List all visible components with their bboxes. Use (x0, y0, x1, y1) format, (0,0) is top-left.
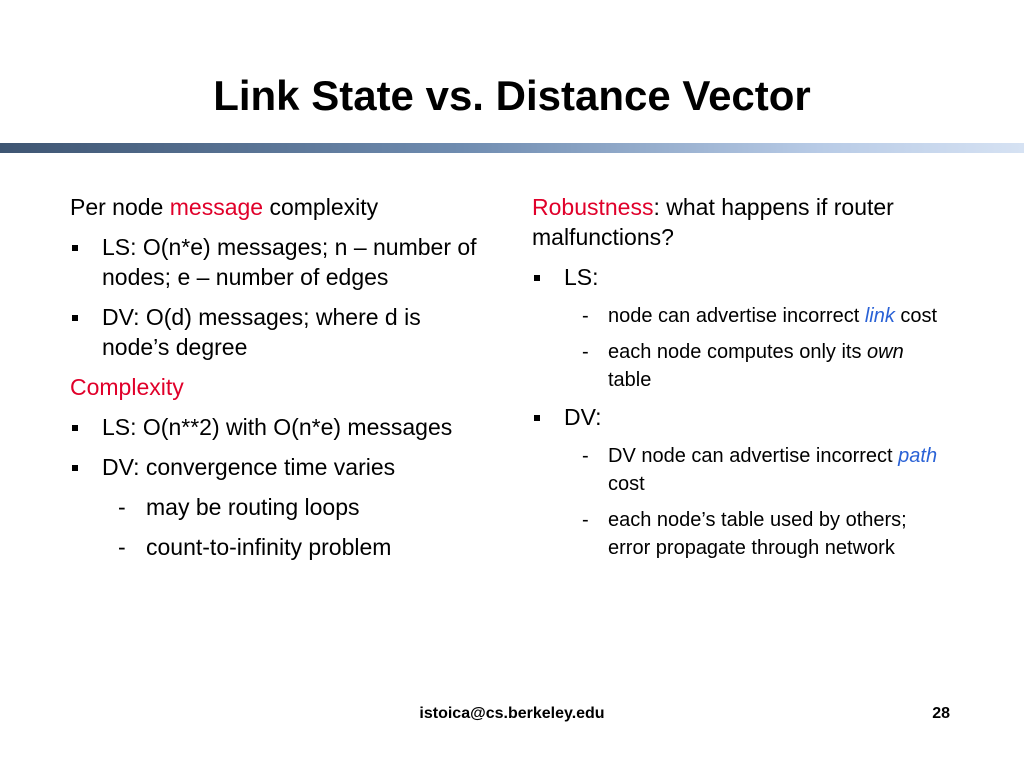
bullet-text: DV: convergence time varies (102, 454, 396, 480)
bullet-text: LS: O(n*e) messages; n – number of nodes; e – number of edges (102, 234, 477, 290)
bullet-text: LS: O(n**2) with O(n*e) messages (102, 414, 453, 440)
dash-bullet: - (118, 534, 126, 560)
bullet-item (70, 302, 490, 362)
bullet-text: DV: O(d) messages; where d is node’s degree (102, 304, 421, 360)
square-bullet-icon (534, 275, 540, 281)
sub-text-pre: DV node can advertise incorrect (608, 445, 899, 467)
heading-text-post: : what happens if router malfunctions? (532, 194, 894, 250)
heading-highlight-robustness: Robustness (532, 194, 654, 220)
bullet-item (70, 412, 490, 442)
square-bullet-icon (72, 465, 78, 471)
left-column (70, 192, 490, 572)
bullet-text: DV: (564, 404, 602, 430)
square-bullet-icon (72, 315, 78, 321)
sub-bullet-text: count-to-infinity problem (146, 534, 392, 560)
emphasis-link: link (864, 305, 895, 327)
footer-email: istoica@cs.berkeley.edu (419, 705, 605, 722)
right-column (532, 192, 952, 570)
sub-text-post: cost (894, 305, 938, 327)
square-bullet-icon (72, 425, 78, 431)
dash-bullet: - (582, 509, 589, 531)
sub-text-pre: each node computes only its (608, 341, 868, 363)
sub-bullet-item (532, 442, 952, 498)
bullet-item (70, 452, 490, 482)
emphasis-own: own (867, 341, 904, 363)
sub-bullet-item (532, 302, 952, 330)
emphasis-path: path (898, 445, 938, 467)
title-divider-bar (0, 143, 1024, 153)
square-bullet-icon (534, 415, 540, 421)
sub-text-post: table (608, 369, 652, 391)
sub-bullet-item (532, 506, 952, 562)
bullet-item (70, 232, 490, 292)
sub-bullet-text: each node’s table used by others; error propagate through network (608, 509, 907, 559)
heading-message-complexity (70, 192, 490, 222)
sub-bullet-item (532, 338, 952, 394)
bullet-item-ls (532, 262, 952, 292)
sub-bullet-item (70, 532, 490, 562)
sub-bullet-text: may be routing loops (146, 494, 360, 520)
heading-robustness (532, 192, 952, 252)
slide-title: Link State vs. Distance Vector (213, 72, 811, 119)
sub-text-post: cost (608, 473, 645, 495)
heading-text-pre: Per node (70, 194, 170, 220)
dash-bullet: - (582, 445, 589, 467)
sub-bullet-item (70, 492, 490, 522)
heading-text-post: complexity (263, 194, 379, 220)
bullet-item-dv (532, 402, 952, 432)
dash-bullet: - (118, 494, 126, 520)
sub-text-pre: node can advertise incorrect (608, 305, 865, 327)
square-bullet-icon (72, 245, 78, 251)
heading-highlight-message: message (169, 194, 264, 220)
dash-bullet: - (582, 305, 589, 327)
bullet-text: LS: (564, 264, 599, 290)
heading-complexity: Complexity (70, 374, 184, 400)
dash-bullet: - (582, 341, 589, 363)
page-number: 28 (932, 705, 950, 722)
